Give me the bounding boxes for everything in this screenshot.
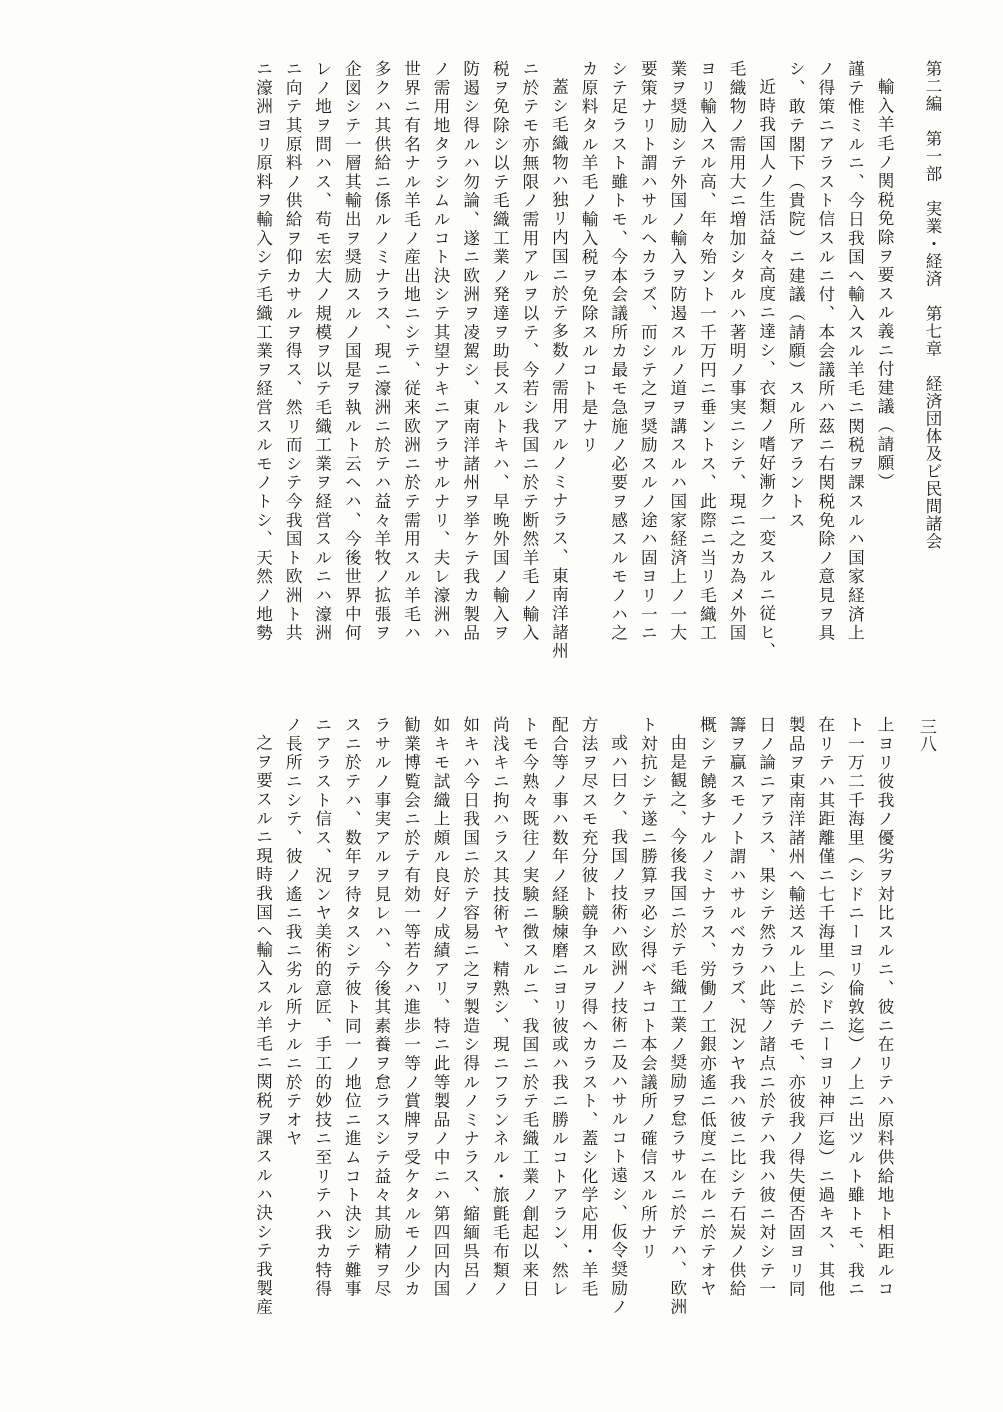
text-line: ニ濠洲ヨリ原料ヲ輸入シテ毛織工業ヲ経営スルモノトシ、天然ノ地勢: [253, 60, 273, 643]
text-line: ノ得策ニアラスト信スルニ付、本会議所ハ茲ニ右関税免除ノ意見ヲ具: [815, 60, 835, 643]
text-line: 勧業博覧会ニ於テ有効一等若クハ進歩一等ノ賞牌ヲ受ケタルモノ少カ: [401, 716, 421, 1299]
text-line: 謹テ惟ミルニ、今日我国へ輸入スル羊毛ニ関税ヲ課スルハ国家経済上: [845, 60, 865, 643]
text-line: 在リテハ其距離僅ニ七千海里（シドニーヨリ神戸迄）ニ過キス、其他: [815, 716, 835, 1299]
text-line: ニアラスト信ス、況ンヤ美術的意匠、手工的妙技ニ至リテハ我カ特得: [312, 716, 332, 1299]
running-head: 第二編 第一部 実業・経済 第七章 経済団体及ビ民間諸会: [923, 60, 942, 550]
text-line: 多クハ其供給ニ係ルノミナラス、現ニ濠洲ニ於テハ益々羊牧ノ拡張ヲ: [371, 60, 391, 643]
text-line: スニ於テハ、数年ヲ待タスシテ彼ト同一ノ地位ニ進ムコト決シテ難事: [342, 716, 362, 1299]
lower-text-block: [19, 716, 899, 1396]
text-line: カ原料タル羊毛ノ輸入税ヲ免除スルコト是ナリ: [579, 60, 599, 455]
text-line: シ、敢テ閣下（貴院）ニ建議（請願）スル所アラントス: [786, 60, 806, 530]
text-line: 毛織物ノ需用大ニ増加シタルハ著明ノ事実ニシテ、現ニ之カ為メ外国: [727, 60, 747, 643]
text-line: 製品ヲ東南洋諸州ヘ輸送スル上ニ於テモ、亦彼我ノ得失便否固ヨリ同: [786, 716, 806, 1299]
text-line: ノ長所ニシテ、彼ノ遙ニ我ニ劣ル所ナルニ於テオヤ: [283, 716, 303, 1149]
text-line: 企図シテ一層其輸出ヲ奨励スルノ国是ヲ執ルト云ヘハ、今後世界中何: [342, 60, 362, 643]
text-line: 如キハ今日我国ニ於テ容易ニ之ヲ製造シ得ルノミナラス、縮緬呉呂ノ: [460, 716, 480, 1299]
text-line: 防遏シ得ルハ勿論、遂ニ欧洲ヲ凌駕シ、東南洋諸州ヲ挙ケテ我カ製品: [460, 60, 480, 643]
text-line: ノ需用地タラシムルコト決シテ其望ナキニアラサルナリ、夫レ濠洲ハ: [431, 60, 451, 643]
text-line: ニ向テ其原料ノ供給ヲ仰カサルヲ得ス、然リ而シテ今我国ト欧洲ト共: [283, 60, 303, 643]
text-line: 如キモ試織上頗ル良好ノ成績アリ、特ニ此等製品ノ中ニハ第四回内国: [431, 716, 451, 1299]
text-line: トモ今熟々既往ノ実験ニ徴スルニ、我国ニ於テ毛織工業ノ創起以来日: [519, 716, 539, 1299]
text-line: 方法ヲ尽スモ充分彼ト競争スルヲ得ヘカラスト、蓋シ化学応用・羊毛: [579, 716, 599, 1299]
text-line: 配合等ノ事ハ数年ノ経験煉磨ニヨリ彼或ハ我ニ勝ルコトアラン、然レ: [549, 716, 569, 1299]
text-line: 籌ヲ贏スモノト謂ハサルベカラズ、況ンヤ我ハ彼ニ比シテ石炭ノ供給: [727, 716, 747, 1299]
text-line: ト一万二千海里（シドニーヨリ倫敦迄）ノ上ニ出ツルト雖トモ、我ニ: [845, 716, 865, 1299]
page-number: 三八: [916, 718, 936, 752]
text-line: 輸入羊毛ノ関税免除ヲ要スル義ニ付建議（請願）: [875, 78, 894, 492]
text-line: 業ヲ奨励シテ外国ノ輸入ヲ防遏スルノ道ヲ講スルハ国家経済上ノ一大: [667, 60, 687, 643]
text-line: 之ヲ要スルニ現時我国ヘ輸入スル羊毛ニ関税ヲ課スルハ決シテ我製産: [253, 734, 273, 1318]
text-line: 概シテ饒多ナルノミナラス、労働ノ工銀亦遙ニ低度ニ在ルニ於テオヤ: [697, 716, 717, 1299]
text-line: 世界ニ有名ナル羊毛ノ産出地ニシテ、従来欧洲ニ於テ需用スル羊毛ハ: [401, 60, 421, 643]
text-line: 尚浅キニ拘ハラス其技術ヤ、精熟シ、現ニフランネル・旅氈毛布類ノ: [490, 716, 510, 1299]
text-line: 近時我国人ノ生活益々高度ニ達シ、衣類ノ嗜好漸ク一変スルニ従ヒ、: [756, 78, 776, 662]
text-line: 日ノ論ニアラス、果シテ然ラハ此等ノ諸点ニ於テハ我ハ彼ニ対シテ一: [756, 716, 776, 1299]
text-line: ラサルノ事実アルヲ見レハ、今後其素養ヲ怠ラスシテ益々其励精ヲ尽: [371, 716, 391, 1299]
text-line: 税ヲ免除シ以テ毛織工業ノ発達ヲ助長スルトキハ、早晩外国ノ輸入ヲ: [490, 60, 510, 643]
text-line: ト対抗シテ遂ニ勝算ヲ必シ得ベキコト本会議所ノ確信スル所ナリ: [638, 716, 658, 1262]
text-line: 上ヨリ彼我ノ優劣ヲ対比スルニ、彼ニ在リテハ原料供給地ト相距ルコ: [875, 716, 894, 1299]
text-line: 由是観之、今後我国ニ於テ毛織工業ノ奨励ヲ怠ラサルニ於テハ、欧洲: [667, 734, 687, 1318]
text-line: ヨリ輸入スル高、年々殆ント一千万円ニ垂ントス、此際ニ当リ毛織工: [697, 60, 717, 643]
text-line: シテ足ラスト雖トモ、今本会議所カ最モ急施ノ必要ヲ感スルモノハ之: [608, 60, 628, 643]
text-line: 或ハ曰ク、我国ノ技術ハ欧洲ノ技術ニ及ハサルコト遠シ、仮令奨励ノ: [608, 734, 628, 1318]
text-line: レノ地ヲ問ハス、苟モ宏大ノ規模ヲ以テ毛織工業ヲ経営スルニハ濠洲: [312, 60, 332, 643]
text-line: 要策ナリト謂ハサルヘカラズ、而シテ之ヲ奨励スルノ途ハ固ヨリ一ニ: [638, 60, 658, 643]
upper-text-block: [19, 60, 899, 680]
text-line: 蓋シ毛織物ハ独リ内国ニ於テ多数ノ需用アルノミナラス、東南洋諸州: [549, 78, 569, 662]
text-line: ニ於テモ亦無限ノ需用アルヲ以テ、今若シ我国ニ於テ断然羊毛ノ輸入: [519, 60, 539, 643]
